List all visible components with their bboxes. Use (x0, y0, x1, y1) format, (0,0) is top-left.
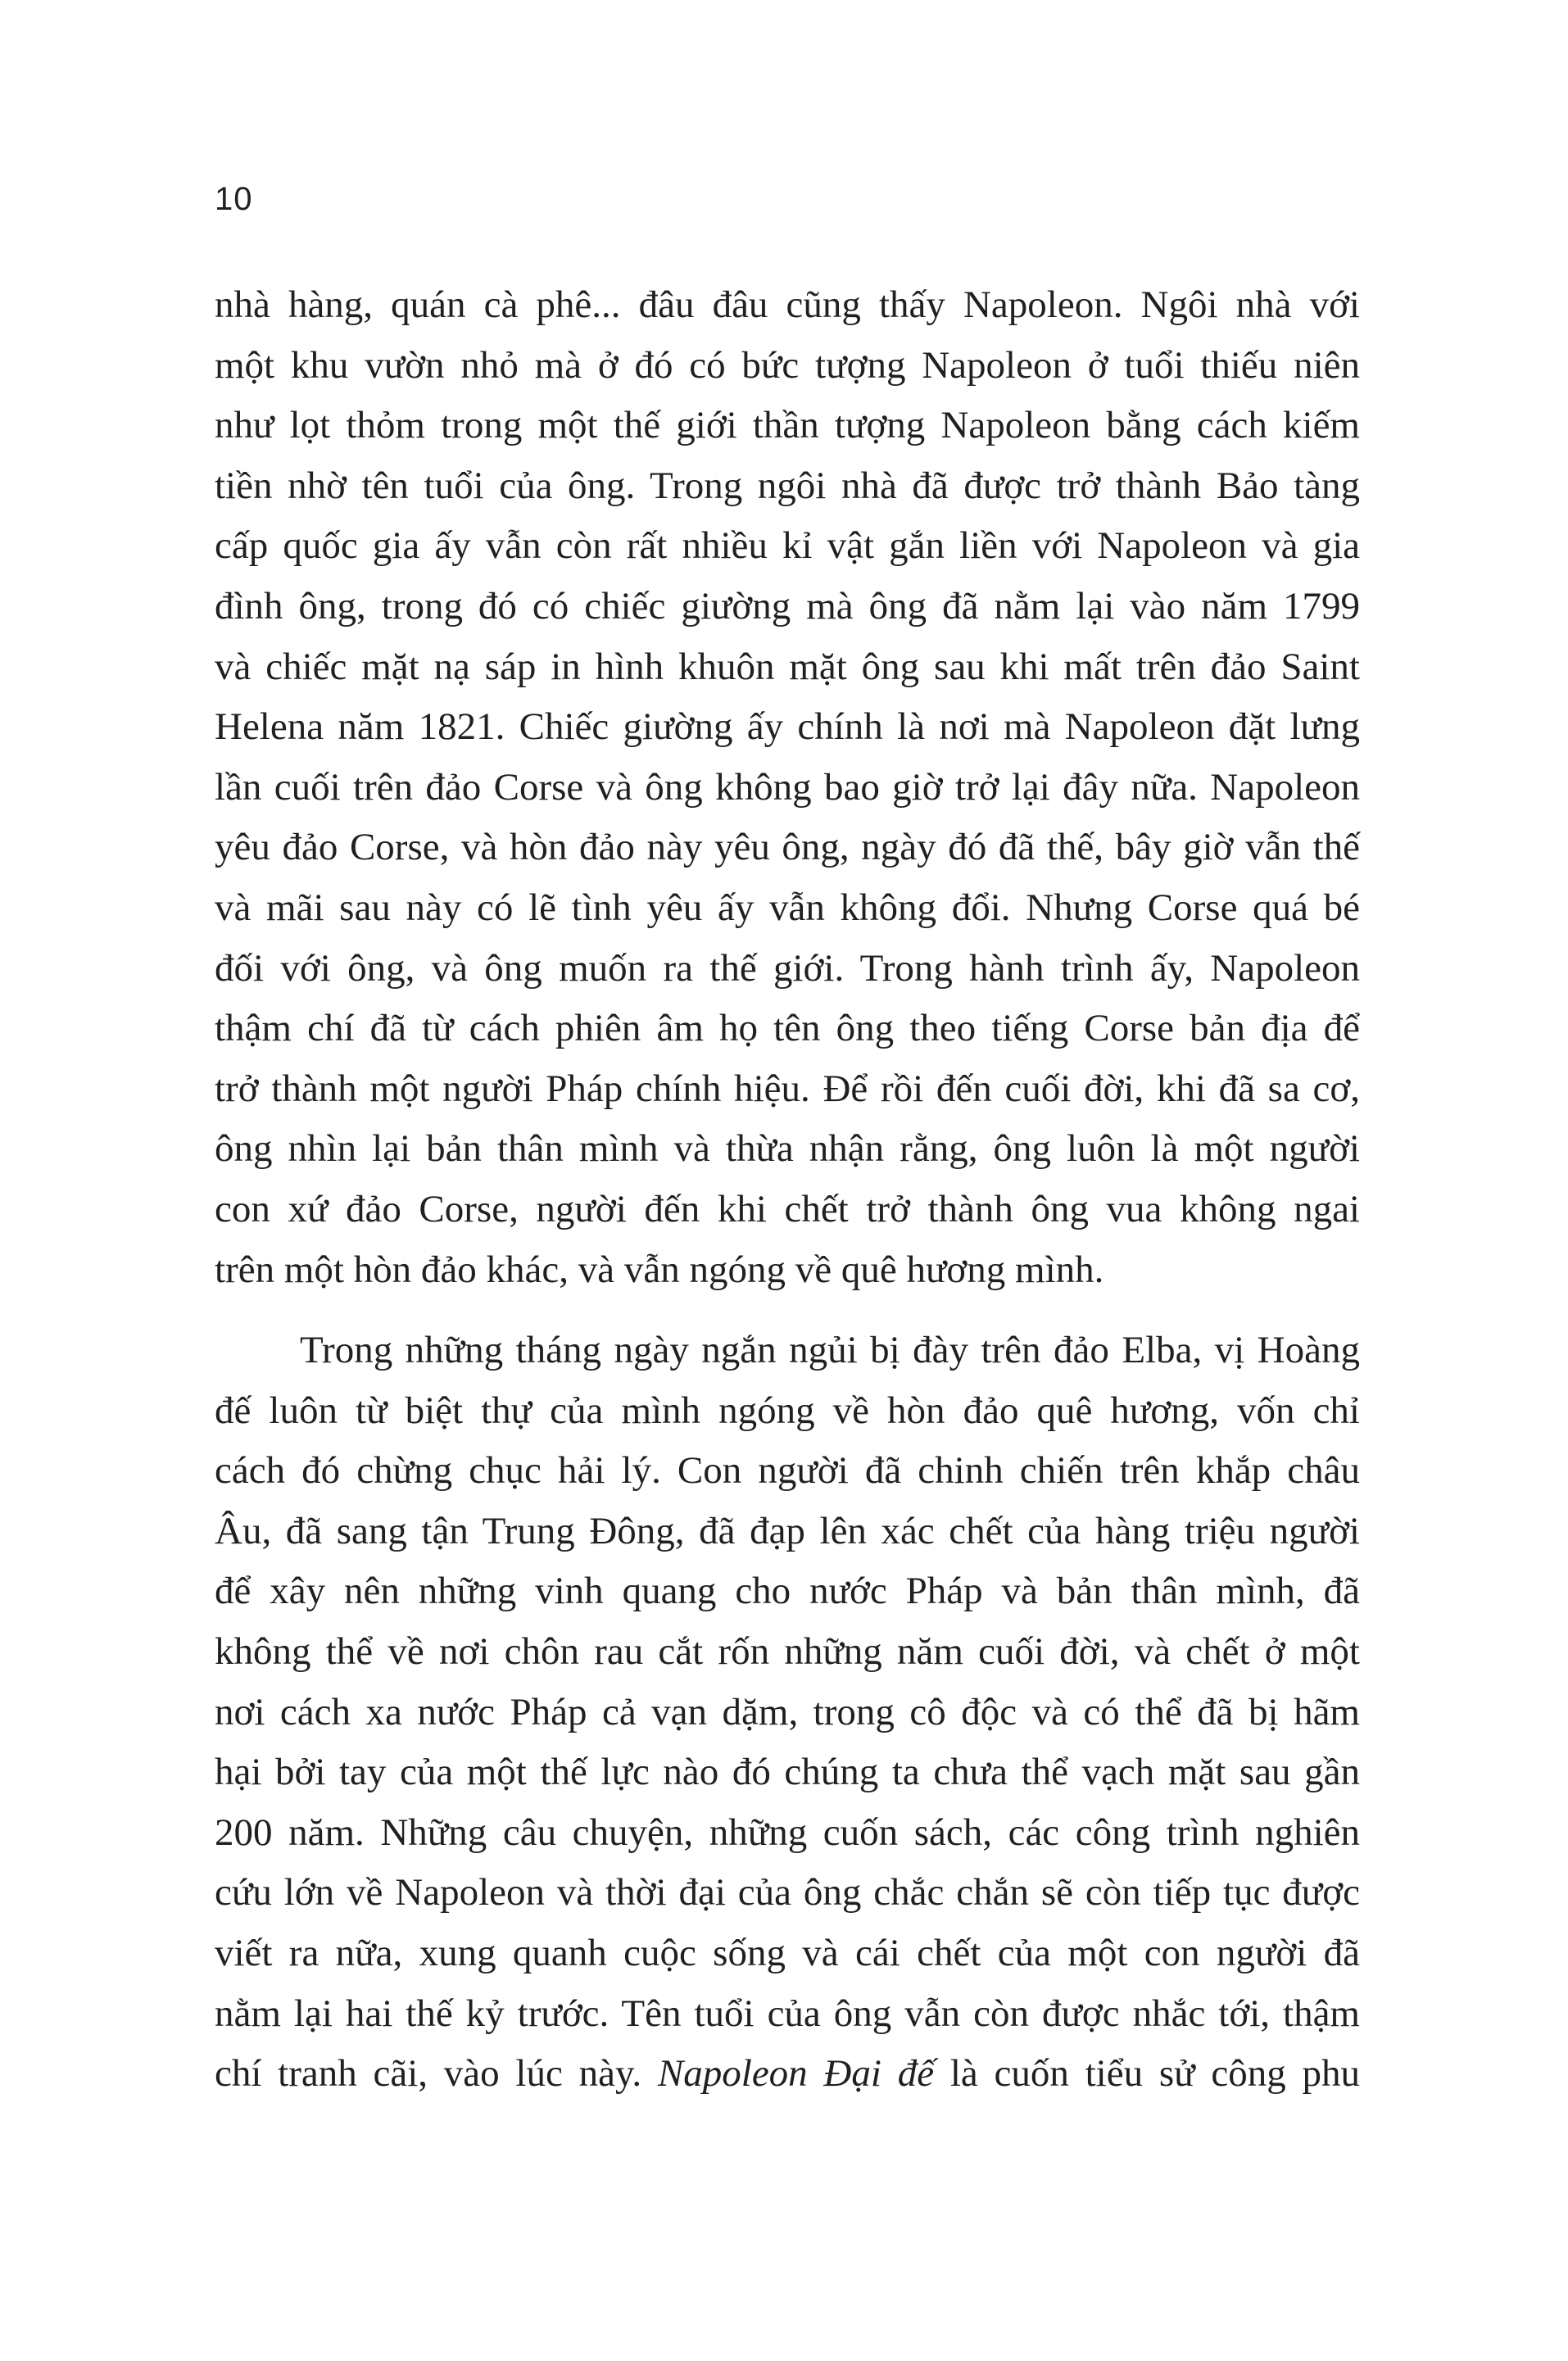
text-line: Trong những tháng ngày ngắn ngủi bị đày trên đảo Elba, vị Hoàng (300, 1329, 1360, 1372)
text-line: đối với ông, và ông muốn ra thế giới. Trong hành trình ấy, Napoleon (215, 946, 1360, 990)
paragraph-2 (215, 1321, 1360, 2105)
text-line: như lọt thỏm trong một thế giới thần tượng Napoleon bằng cách kiếm (215, 404, 1360, 447)
text-line: không thể về nơi chôn rau cắt rốn những năm cuối đời, và chết ở một (215, 1630, 1360, 1674)
text-line: viết ra nữa, xung quanh cuộc sống và cái chết của một con người đã (215, 1932, 1360, 1975)
text-line: Helena năm 1821. Chiếc giường ấy chính là nơi mà Napoleon đặt lưng (215, 705, 1360, 749)
text-line: thậm chí đã từ cách phiên âm họ tên ông theo tiếng Corse bản địa để (215, 1007, 1360, 1050)
text-line: trở thành một người Pháp chính hiệu. Để rồi đến cuối đời, khi đã sa cơ, (215, 1067, 1360, 1110)
text-segment: là cuốn tiểu sử công phu (934, 2052, 1360, 2096)
book-title-italic: Napoleon Đại đế (657, 2052, 935, 2096)
paragraph-spacer (215, 1300, 1360, 1321)
text-line: nơi cách xa nước Pháp cả vạn dặm, trong cô độc và có thể đã bị hãm (215, 1690, 1360, 1733)
text-line: nhà hàng, quán cà phê... đâu đâu cũng thấy Napoleon. Ngôi nhà với (215, 283, 1360, 326)
text-line: tiền nhờ tên tuổi của ông. Trong ngôi nhà đã được trở thành Bảo tàng (215, 464, 1360, 507)
text-line: ông nhìn lại bản thân mình và thừa nhận rằng, ông luôn là một người (215, 1127, 1360, 1171)
page-number: 10 (215, 181, 253, 217)
text-line: hại bởi tay của một thế lực nào đó chúng ta chưa thể vạch mặt sau gần (215, 1751, 1360, 1794)
text-line: đế luôn từ biệt thự của mình ngóng về hòn đảo quê hương, vốn chỉ (215, 1389, 1360, 1432)
text-line: và chiếc mặt nạ sáp in hình khuôn mặt ông sau khi mất trên đảo Saint (215, 645, 1360, 688)
text-line: cách đó chừng chục hải lý. Con người đã chinh chiến trên khắp châu (215, 1449, 1360, 1493)
text-line: và mãi sau này có lẽ tình yêu ấy vẫn không đổi. Nhưng Corse quá bé (215, 886, 1360, 929)
text-line: nằm lại hai thế kỷ trước. Tên tuổi của ông vẫn còn được nhắc tới, thậm (215, 1992, 1360, 2035)
text-line: lần cuối trên đảo Corse và ông không bao giờ trở lại đây nữa. Napoleon (215, 765, 1360, 809)
text-line: con xứ đảo Corse, người đến khi chết trở thành ông vua không ngai (215, 1187, 1360, 1230)
text-line: để xây nên những vinh quang cho nước Pháp và bản thân mình, đã (215, 1570, 1360, 1613)
body-text (215, 275, 1360, 2105)
text-segment: chí tranh cãi, vào lúc này. (215, 2052, 658, 2096)
text-line: đình ông, trong đó có chiếc giường mà ông đã nằm lại vào năm 1799 (215, 584, 1360, 628)
text-line: một khu vườn nhỏ mà ở đó có bức tượng Napoleon ở tuổi thiếu niên (215, 343, 1360, 387)
text-line: cấp quốc gia ấy vẫn còn rất nhiều kỉ vật gắn liền với Napoleon và gia (215, 524, 1360, 568)
text-line: 200 năm. Những câu chuyện, những cuốn sách, các công trình nghiên (215, 1810, 1360, 1854)
paragraph-1 (215, 275, 1360, 1300)
text-line: Âu, đã sang tận Trung Đông, đã đạp lên xác chết của hàng triệu người (215, 1509, 1360, 1552)
text-line-final (215, 2044, 1360, 2105)
text-line: cứu lớn về Napoleon và thời đại của ông chắc chắn sẽ còn tiếp tục được (215, 1871, 1360, 1915)
text-line: yêu đảo Corse, và hòn đảo này yêu ông, ngày đó đã thế, bây giờ vẫn thế (215, 826, 1360, 869)
text-line: trên một hòn đảo khác, và vẫn ngóng về quê hương mình. (215, 1248, 1104, 1291)
